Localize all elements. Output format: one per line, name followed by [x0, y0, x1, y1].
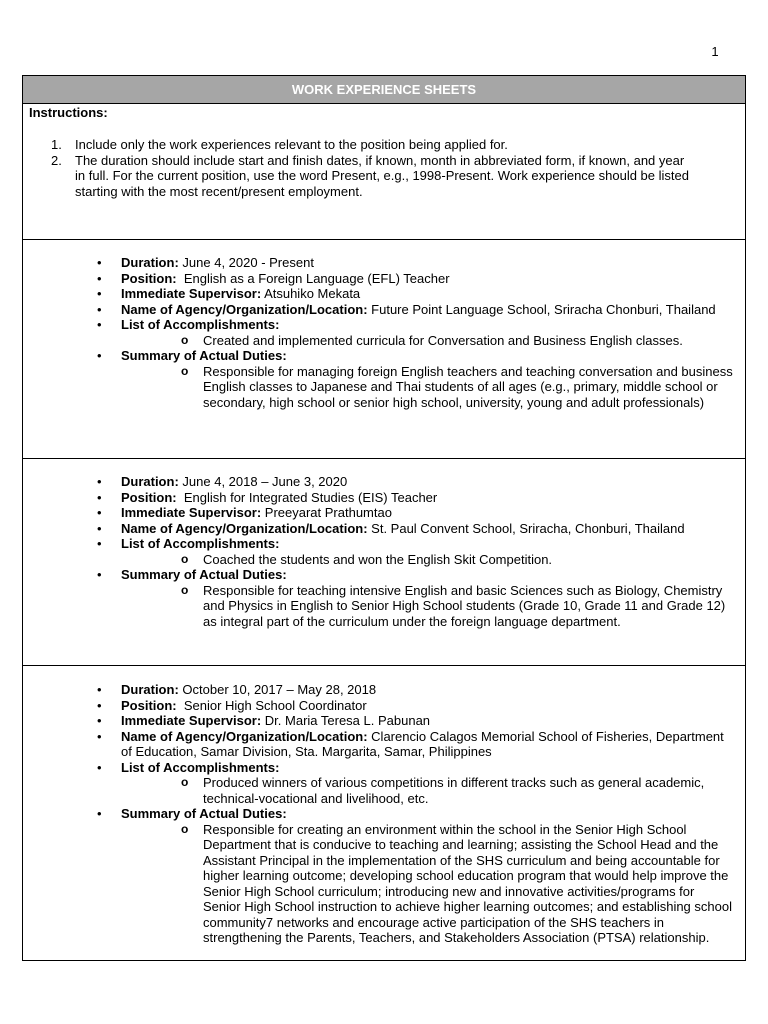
- bullet-icon: •: [97, 697, 102, 713]
- bullet-icon: •: [97, 489, 102, 505]
- instructions-section: [23, 105, 745, 240]
- supervisor-value: Preeyarat Prathumtao: [264, 505, 392, 520]
- duty-subitem: [23, 364, 745, 411]
- duration-value: October 10, 2017 – May 28, 2018: [182, 682, 377, 697]
- instruction-text: Include only the work experiences relevant to the position being applied for.: [75, 137, 508, 152]
- duration-label: Duration:: [121, 255, 179, 270]
- work-entry: [23, 666, 745, 960]
- position-value: Senior High School Coordinator: [183, 697, 367, 713]
- duration-label: Duration:: [121, 682, 179, 697]
- work-entry: [23, 240, 745, 459]
- bullet-icon: •: [97, 317, 102, 332]
- accomplishments-item: [23, 760, 745, 776]
- accomplishments-item: [23, 536, 745, 552]
- bullet-icon: •: [97, 255, 102, 270]
- supervisor-item: [23, 713, 745, 729]
- instruction-item: [29, 137, 690, 153]
- accomplishments-item: [23, 317, 745, 333]
- accomplishment-subitem: [23, 333, 745, 349]
- instruction-number: 1.: [51, 137, 62, 152]
- duties-label: Summary of Actual Duties:: [121, 348, 287, 363]
- circle-bullet-icon: o: [181, 582, 189, 597]
- agency-label: Name of Agency/Organization/Location:: [121, 520, 368, 536]
- duration-value: June 4, 2020 - Present: [182, 255, 314, 270]
- duration-item: [23, 255, 745, 271]
- bullet-icon: •: [97, 270, 102, 286]
- supervisor-value: Dr. Maria Teresa L. Pabunan: [264, 713, 431, 728]
- duration-value: June 4, 2018 – June 3, 2020: [182, 474, 348, 489]
- agency-label: Name of Agency/Organization/Location:: [121, 301, 368, 317]
- bullet-icon: •: [97, 505, 102, 520]
- duties-item: [23, 348, 745, 364]
- accomplishments-label: List of Accomplishments:: [121, 317, 280, 332]
- circle-bullet-icon: o: [181, 821, 189, 836]
- bullet-icon: •: [97, 286, 102, 301]
- duties-label: Summary of Actual Duties:: [121, 806, 287, 821]
- page-number: 1: [711, 44, 719, 59]
- work-experience-sheet: [22, 75, 746, 961]
- bullet-icon: •: [97, 567, 102, 582]
- duration-item: [23, 474, 745, 490]
- agency-item: [23, 521, 745, 537]
- bullet-icon: •: [97, 728, 102, 744]
- bullet-icon: •: [97, 520, 102, 536]
- position-label: Position:: [121, 270, 177, 286]
- bullet-icon: •: [97, 759, 102, 775]
- duty-subitem: [23, 583, 745, 630]
- instructions-list: [29, 137, 739, 199]
- duty-text: Responsible for creating an environment within the school in the Senior High School Department that is conducive to teaching and learning; assisting the School Head and the Assistant Principal in the implementation of the SHS curriculum and being accountable for higher learning outcome; developing school education program that would help improve the Senior High School curriculum; introducing new and innovative activities/programs for Senior High School instruction to achieve higher learning outcomes; and establishing school community7 networks and encourage active participation of the SHS teachers in strengthening the Parents, Teachers, and Stakeholders Association (PTSA) relationship.: [203, 821, 732, 945]
- accomplishment-text: Produced winners of various competitions in different tracks such as general academic, technical-vocational and livelihood, etc.: [203, 775, 705, 806]
- position-label: Position:: [121, 489, 177, 505]
- duties-item: [23, 567, 745, 583]
- bullet-icon: •: [97, 806, 102, 821]
- bullet-icon: •: [97, 474, 102, 489]
- circle-bullet-icon: o: [181, 775, 189, 789]
- agency-value: St. Paul Convent School, Sriracha, Chonburi, Thailand: [371, 520, 685, 536]
- instruction-item: [29, 153, 690, 200]
- supervisor-label: Immediate Supervisor:: [121, 505, 262, 520]
- duty-text: Responsible for managing foreign English teachers and teaching conversation and business English classes to Japanese and Thai students of all ages (e.g., primary, middle school or secondary, high school or senior high school, university, young and adult professionals): [203, 363, 733, 410]
- position-item: [23, 698, 745, 714]
- sheet-title: WORK EXPERIENCE SHEETS: [23, 76, 745, 104]
- instruction-number: 2.: [51, 152, 62, 168]
- bullet-icon: •: [97, 682, 102, 697]
- position-value: English as a Foreign Language (EFL) Teacher: [183, 270, 450, 286]
- bullet-icon: •: [97, 301, 102, 317]
- bullet-icon: •: [97, 348, 102, 363]
- duty-subitem: [23, 822, 745, 946]
- accomplishments-label: List of Accomplishments:: [121, 536, 280, 551]
- position-item: [23, 490, 745, 506]
- supervisor-item: [23, 286, 745, 302]
- supervisor-item: [23, 505, 745, 521]
- agency-value: Clarencio Calagos Memorial School of Fisheries, Department of Education, Samar Division, Sta. Margarita, Samar, Philippines: [121, 728, 724, 759]
- agency-item: [23, 302, 745, 318]
- supervisor-value: Atsuhiko Mekata: [264, 286, 361, 301]
- duration-item: [23, 682, 745, 698]
- position-value: English for Integrated Studies (EIS) Teacher: [183, 489, 438, 505]
- duration-label: Duration:: [121, 474, 179, 489]
- position-label: Position:: [121, 697, 177, 713]
- duties-label: Summary of Actual Duties:: [121, 567, 287, 582]
- circle-bullet-icon: o: [181, 332, 189, 347]
- accomplishment-subitem: [23, 552, 745, 568]
- agency-item: [23, 729, 745, 760]
- supervisor-label: Immediate Supervisor:: [121, 713, 262, 728]
- accomplishment-subitem: [23, 775, 745, 806]
- accomplishment-text: Coached the students and won the English Skit Competition.: [203, 551, 553, 567]
- position-item: [23, 271, 745, 287]
- circle-bullet-icon: o: [181, 551, 189, 566]
- accomplishments-label: List of Accomplishments:: [121, 759, 280, 775]
- bullet-icon: •: [97, 536, 102, 551]
- circle-bullet-icon: o: [181, 363, 189, 378]
- instructions-title: Instructions:: [29, 105, 108, 120]
- duty-text: Responsible for teaching intensive English and basic Sciences such as Biology, Chemistry and Physics in English to Senior High School students (Grade 10, Grade 11 and Grade 12) as integral part of the curriculum under the foreign language department.: [203, 582, 726, 629]
- instruction-text: The duration should include start and finish dates, if known, month in abbreviated form, if known, and year in full. For the current position, use the word Present, e.g., 1998-Present. Work experience should be listed starting with the most recent/present employment.: [75, 152, 689, 199]
- agency-value: Future Point Language School, Sriracha Chonburi, Thailand: [371, 301, 716, 317]
- supervisor-label: Immediate Supervisor:: [121, 286, 262, 301]
- accomplishment-text: Created and implemented curricula for Conversation and Business English classes.: [203, 332, 683, 348]
- agency-label: Name of Agency/Organization/Location:: [121, 728, 368, 744]
- bullet-icon: •: [97, 713, 102, 728]
- duties-item: [23, 806, 745, 822]
- work-entry: [23, 459, 745, 666]
